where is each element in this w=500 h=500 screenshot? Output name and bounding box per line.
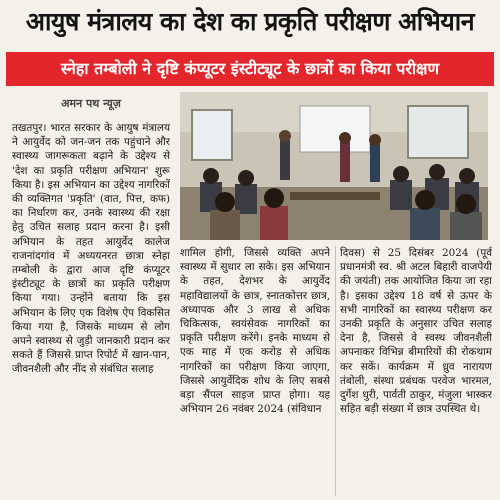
article-column-2	[180, 246, 330, 500]
headline: आयुष मंत्रालय का देश का प्रकृति परीक्षण अभियान	[25, 7, 475, 36]
classroom-photo	[180, 92, 488, 240]
article-text-col3: दिवस) से 25 दिसंबर 2024 (पूर्व प्रधानमंत्री स्व. श्री अटल बिहारी वाजपेयी की जयंती) तक आयोजित किया जा रहा है। इसका उद्देश्य 18 वर्ष से ऊपर के सभी नागरिकों का स्वास्थ्य परीक्षण कर उनकी प्रकृति के अनुसार उचित सलाह देना है, जिससे वे स्वस्थ जीवनशैली अपनाकर विभिन्न बीमारियों की रोकथाम कर सकें। कार्यक्रम में ध्रुव नारायण तंबोली, संस्था प्रबंधक परवेज भारमल, दुर्गेश धुरी, पार्वती ठाकुर, मंजुला भास्कर सहित बड़ी संख्या में छात्र उपस्थित थे।	[340, 247, 492, 416]
article-column-3	[340, 246, 492, 500]
article-text-col2: शामिल होगी, जिससे व्यक्ति अपने स्वास्थ्य में सुधार ला सके। इस अभियान के तहत, देशभर के आयुर्वेद महाविद्यालयों के छात्र, स्नातकोत्तर छात्र, अध्यापक और 3 लाख से अधिक चिकित्सक, स्वयंसेवक नागरिकों का प्रकृति परीक्षण करेंगे। इनके माध्यम से एक माह में एक करोड़ से अधिक नागरिकों का परीक्षण किया जाएगा, जिससे आयुर्वेदिक शोध के लिए सबसे बड़ा सैंपल साइज प्राप्त होगा। यह अभियान 26 नवंबर 2024 (संविधान	[180, 247, 330, 416]
byline: अमन पथ न्यूज़	[61, 97, 121, 110]
subheadline-band: स्नेहा तम्बोली ने दृष्टि कंप्यूटर इंस्टीट्यूट के छात्रों का किया परीक्षण	[6, 52, 494, 86]
article-column-1	[12, 92, 170, 500]
article-photo	[180, 92, 488, 240]
article-text-col1: तखतपुर। भारत सरकार के आयुष मंत्रालय ने आयुर्वेद को जन-जन तक पहुंचाने और स्वास्थ्य जागरूकता बढ़ाने के उद्देश्य से 'देश का प्रकृति परीक्षण अभियान' शुरू किया है। इस अभियान का उद्देश्य नागरिकों की व्यक्तिगत 'प्रकृति' (वात, पित्त, कफ) का निर्धारण कर, उनके स्वास्थ्य की रक्षा हेतु उचित सलाह प्रदान करना है। इसी अभियान के तहत आयुर्वेद कालेज राजनांदगांव में अध्ययनरत छात्रा स्नेहा तम्बोली के द्वारा आज दृष्टि कंप्यूटर इंस्टीट्यूट के छात्रों का प्रकृति परीक्षण किया गया। उन्होंने बताया कि इस अभियान के लिए एक विशेष ऐप विकसित किया गया है, जिसके माध्यम से लोग अपने स्वास्थ्य से जुड़ी जानकारी प्रदान कर सकते हैं जिससे प्राप्त रिपोर्ट में खान-पान, जीवनशैली और नींद से संबंधित सलाह	[12, 122, 170, 376]
column-divider	[335, 246, 336, 496]
